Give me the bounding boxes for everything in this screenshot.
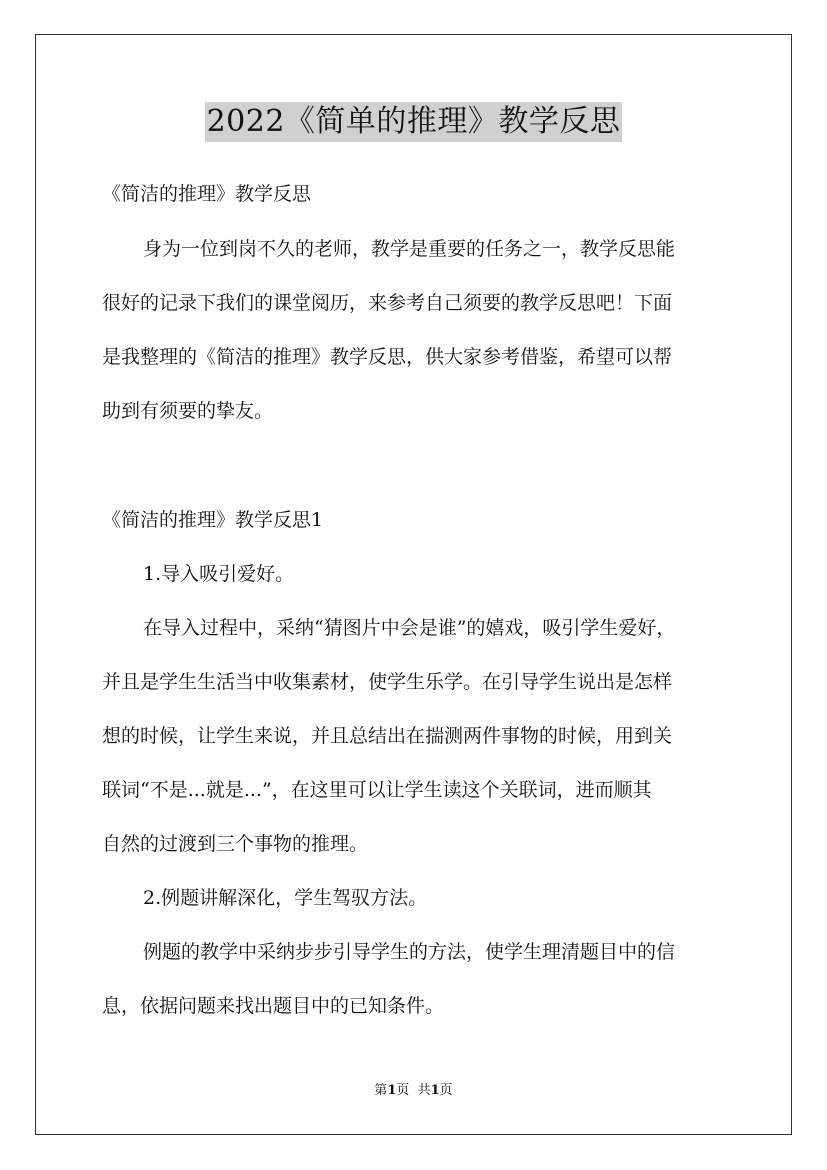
subtitle: 《简洁的推理》教学反思 <box>102 183 312 205</box>
page-total: 1 <box>430 1083 440 1098</box>
intro-line-3: 是我整理的《简洁的推理》教学反思，供大家参考借鉴，希望可以帮 <box>102 346 673 368</box>
point-1-heading: 1.导入吸引爱好。 <box>143 563 295 585</box>
point-1-line-4: 联词“不是...就是...”，在这里可以让学生读这个关联词，进而顺其 <box>102 779 652 801</box>
page-current: 1 <box>387 1083 397 1098</box>
document-title: 2022《简单的推理》教学反思 <box>205 102 623 142</box>
intro-line-1: 身为一位到岗不久的老师，教学是重要的任务之一，教学反思能 <box>143 238 676 260</box>
point-2-line-1: 例题的教学中采纳步步引导学生的方法，使学生理清题目中的信 <box>143 941 676 963</box>
point-2-line-2: 息，依据问题来找出题目中的已知条件。 <box>102 995 445 1017</box>
point-1-line-2: 并且是学生生活当中收集素材，使学生乐学。在引导学生说出是怎样 <box>102 671 673 693</box>
title-block <box>0 102 827 142</box>
point-2-heading: 2.例题讲解深化，学生驾驭方法。 <box>143 887 428 909</box>
intro-line-4: 助到有须要的挚友。 <box>102 400 274 422</box>
point-1-line-3: 想的时候，让学生来说，并且总结出在揣测两件事物的时候，用到关 <box>102 725 673 747</box>
page-label-prefix: 第 <box>374 1083 388 1098</box>
point-1-line-1: 在导入过程中，采纳“猜图片中会是谁”的嬉戏，吸引学生爱好， <box>143 617 676 639</box>
intro-line-2: 很好的记录下我们的课堂阅历，来参考自己须要的教学反思吧！下面 <box>102 292 673 314</box>
page-footer <box>0 1082 827 1100</box>
page-label-mid: 页 共 <box>396 1083 431 1098</box>
page-label-suffix: 页 <box>439 1083 453 1098</box>
point-1-line-5: 自然的过渡到三个事物的推理。 <box>102 833 369 855</box>
section-1-heading: 《简洁的推理》教学反思1 <box>102 509 324 531</box>
